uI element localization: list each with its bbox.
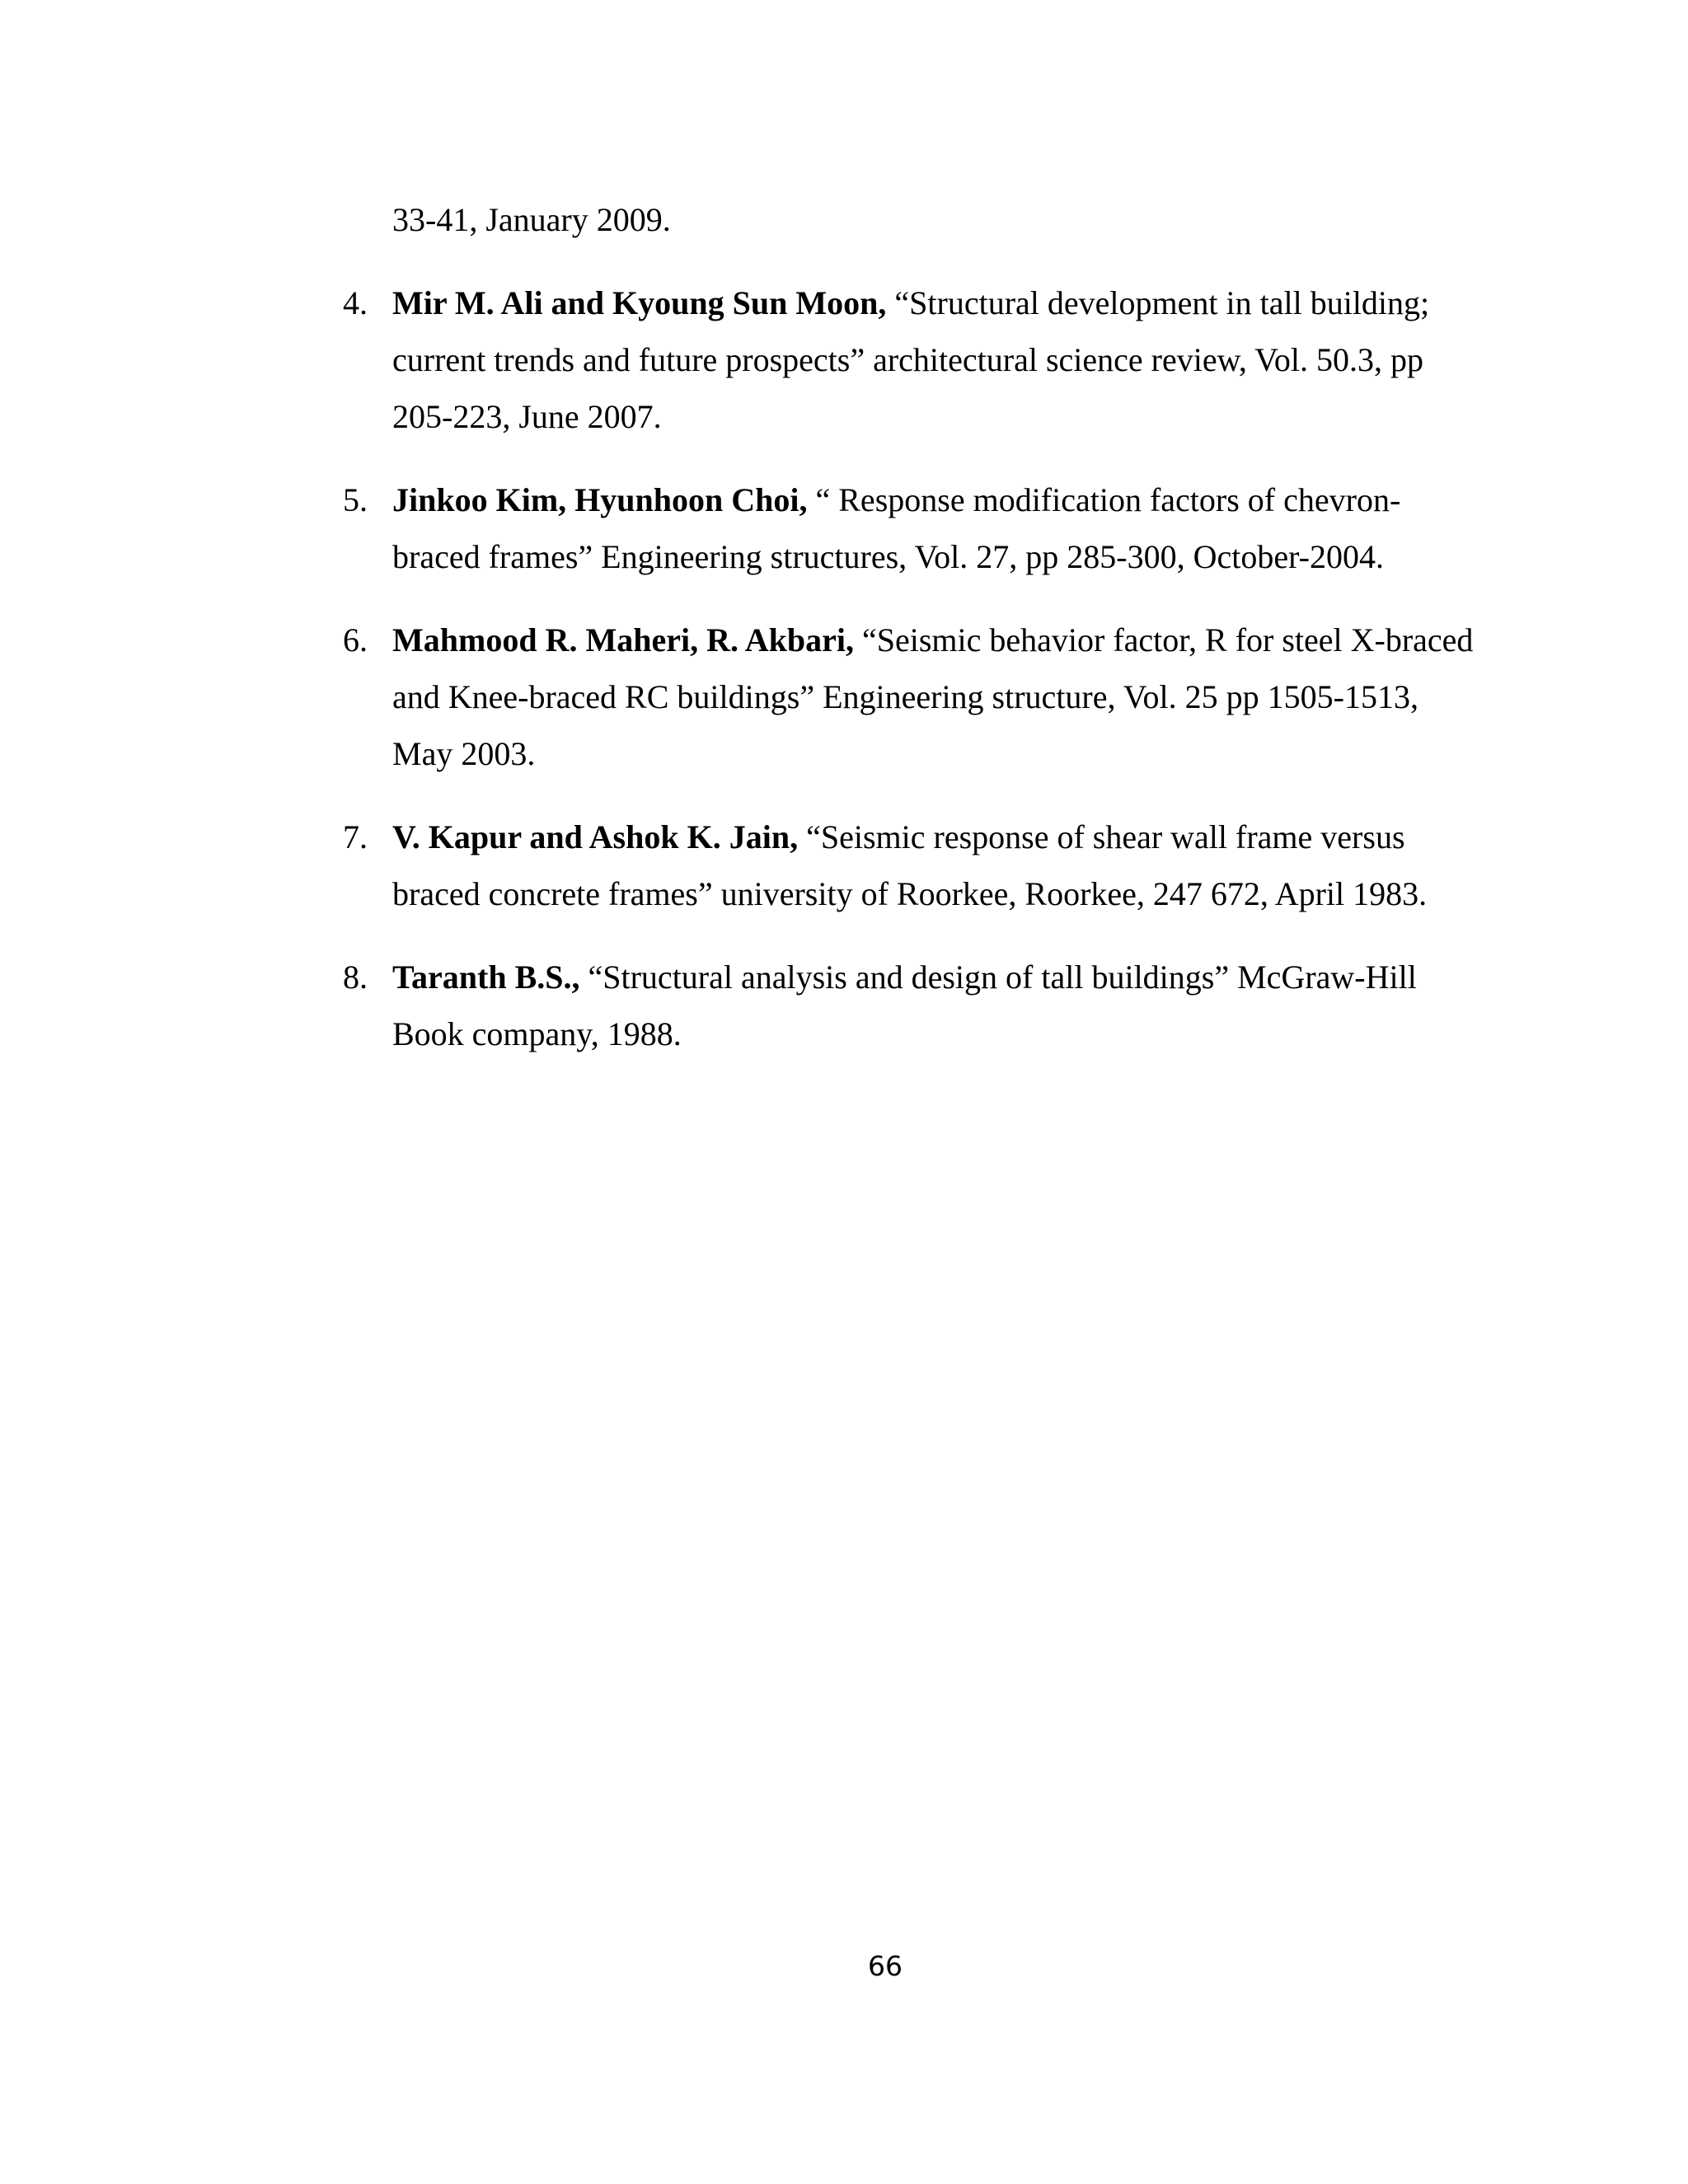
reference-text: “Seismic behavior factor, R for steel X-braced (862, 621, 1474, 658)
reference-body (392, 274, 1497, 445)
reference-line (392, 471, 1497, 528)
reference-body (392, 808, 1497, 922)
reference-text: “Structural analysis and design of tall buildings” McGraw-Hill (588, 958, 1417, 996)
reference-continuation: 33-41, January 2009. (392, 201, 671, 238)
reference-text: “Seismic response of shear wall frame versus (806, 818, 1405, 855)
reference-authors: Jinkoo Kim, Hyunhoon Choi, (392, 481, 808, 518)
reference-item (343, 612, 1497, 782)
reference-line: May 2003. (392, 735, 536, 772)
reference-line: 205-223, June 2007. (392, 398, 662, 435)
reference-item (343, 274, 1497, 445)
reference-line: current trends and future prospects” architectural science review, Vol. 50.3, pp (392, 341, 1424, 378)
reference-line (392, 612, 1497, 668)
reference-number: 8. (343, 958, 368, 996)
reference-number: 5. (343, 481, 368, 518)
page-number: 66 (868, 1950, 903, 1982)
reference-line: braced frames” Engineering structures, Vol. 27, pp 285-300, October-2004. (392, 538, 1384, 575)
reference-authors: Mahmood R. Maheri, R. Akbari, (392, 621, 854, 658)
reference-authors: V. Kapur and Ashok K. Jain, (392, 818, 799, 855)
reference-item (343, 949, 1497, 1062)
reference-body (392, 471, 1497, 585)
reference-line: Book company, 1988. (392, 1015, 682, 1052)
reference-line (392, 949, 1497, 1005)
reference-item (343, 808, 1497, 922)
reference-number: 4. (343, 284, 368, 321)
reference-authors: Mir M. Ali and Kyoung Sun Moon, (392, 284, 887, 321)
reference-item (343, 471, 1497, 585)
reference-line: braced concrete frames” university of Roorkee, Roorkee, 247 672, April 1983. (392, 875, 1428, 912)
reference-body (392, 949, 1497, 1062)
reference-number: 6. (343, 621, 368, 658)
reference-text: “Structural development in tall building; (894, 284, 1430, 321)
reference-line: and Knee-braced RC buildings” Engineering structure, Vol. 25 pp 1505-1513, (392, 678, 1418, 715)
reference-line (392, 808, 1497, 865)
reference-line (392, 274, 1497, 331)
reference-list (343, 191, 1497, 1089)
reference-body (392, 612, 1497, 782)
reference-number: 7. (343, 818, 368, 855)
reference-authors: Taranth B.S., (392, 958, 580, 996)
reference-text: “ Response modification factors of chevron- (815, 481, 1401, 518)
